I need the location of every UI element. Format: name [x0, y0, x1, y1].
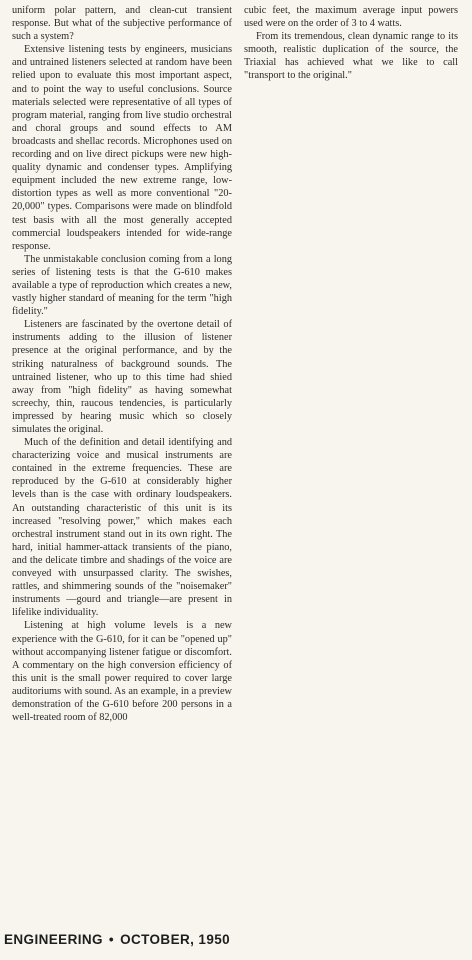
paragraph-2: Extensive listening tests by engineers, musicians and untrained listeners selected at random have been relied upon to evaluate this most important aspect, and to point the way to useful conclusions. Source materials selected were representative of all types of program material, ranging from live studio orchestral and choral groups and sound effects to AM broadcasts and shellac records. Microphones used on recording and on live direct pickups were new high-quality dynamic and condenser types. Amplifying equipment included the new extreme range, low-distortion types as well as more conventional "20-20,000" types. Comparisons were made on blindfold test basis with all the most generally accepted commercial loudspeakers intended for wide-range response. [12, 44, 232, 252]
right-column [244, 4, 458, 83]
paragraph-8: From its tremendous, clean dynamic range to its smooth, realistic duplication of the source, the Triaxial has achieved what we like to call "transport to the original." [244, 31, 458, 82]
paragraph-7: cubic feet, the maximum average input powers used were on the order of 3 to 4 watts. [244, 5, 458, 30]
left-column [12, 4, 232, 724]
paragraph-3: The unmistakable conclusion coming from a long series of listening tests is that the G-610 makes available a type of reproduction which creates a new, vastly higher standard of meaning for the term "high fidelity." [12, 253, 232, 318]
paragraph-5: Much of the definition and detail identifying and characterizing voice and musical instruments are contained in the extreme frequencies. These are reproduced by the G-610 at considerably higher levels than is the case with ordinary loudspeakers. An outstanding characteristic of this unit is its increased "resolving power," which makes each orchestral instrument stand out in its own right. The hard, initial hammer-attack transients of the piano, and the delicate timbre and shadings of the voice are conveyed with unsurpassed clarity. The swishes, rattles, and shimmering sounds of the "noisemaker" instruments —gourd and triangle—are present in lifelike individuality. [12, 437, 232, 619]
paragraph-6: Listening at high volume levels is a new experience with the G-610, for it can be "opened up" without accompanying listener fatigue or discomfort. A commentary on the high conversion efficiency of this unit is the small power required to cover large auditoriums with sound. As an example, in a preview demonstration of the G-610 before 200 persons in a well-treated room of 82,000 [12, 620, 232, 724]
footer-separator: • [108, 932, 115, 947]
footer-date: OCTOBER, 1950 [120, 932, 231, 947]
page-footer [4, 932, 230, 947]
paragraph-1: uniform polar pattern, and clean-cut transient response. But what of the subjective performance of such a system? [12, 5, 232, 43]
paragraph-4: Listeners are fascinated by the overtone detail of instruments adding to the illusion of listener presence at the original performance, and by the striking naturalness of background sounds. The untrained listener, who up to this time had shied away from "high fidelity" as having somewhat screechy, thin, raucous tendencies, is particularly impressed by hearing music which so closely simulates the original. [12, 319, 232, 435]
footer-publication: ENGINEERING [4, 932, 103, 947]
